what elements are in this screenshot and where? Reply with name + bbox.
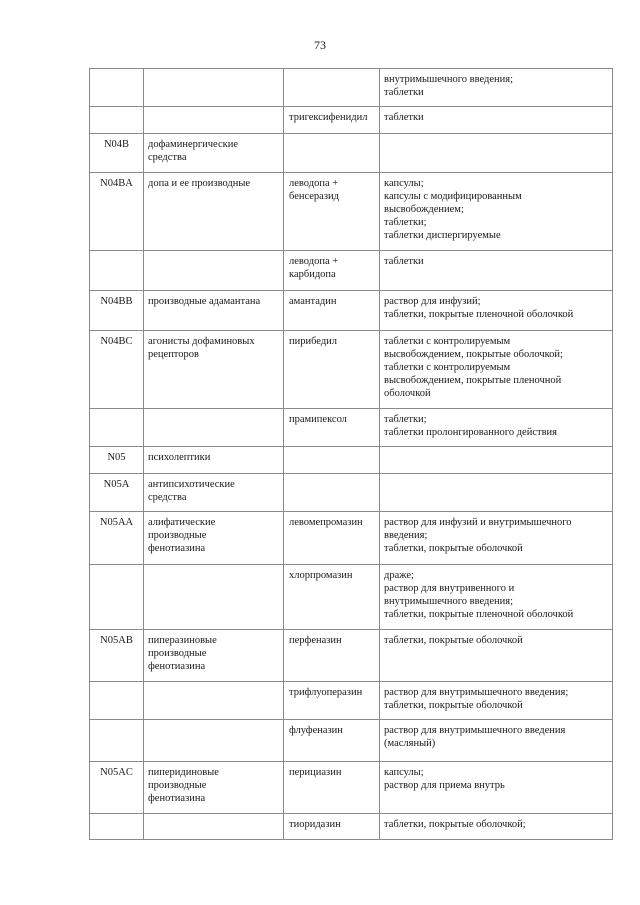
drug-name-cell xyxy=(284,69,380,107)
group-cell xyxy=(144,682,284,720)
atc-code-cell xyxy=(90,69,144,107)
group-cell: алифатические производные фенотиазина xyxy=(144,512,284,565)
drug-name-cell: амантадин xyxy=(284,291,380,331)
drug-name-cell xyxy=(284,447,380,474)
dosage-forms-cell: драже; раствор для внутривенного и внутримышечного введения; таблетки, покрытые пленочной оболочкой xyxy=(380,565,613,630)
atc-code-cell: N04BC xyxy=(90,331,144,409)
group-cell: производные адамантана xyxy=(144,291,284,331)
atc-code-cell: N05A xyxy=(90,474,144,512)
drug-name-cell: леводопа + карбидопа xyxy=(284,251,380,291)
drug-name-cell: хлорпромазин xyxy=(284,565,380,630)
drug-name-cell: пирибедил xyxy=(284,331,380,409)
group-cell xyxy=(144,107,284,134)
atc-code-cell xyxy=(90,814,144,840)
drug-name-cell xyxy=(284,134,380,173)
group-cell xyxy=(144,251,284,291)
group-cell: антипсихотические средства xyxy=(144,474,284,512)
group-cell: допа и ее производные xyxy=(144,173,284,251)
atc-code-cell: N04BB xyxy=(90,291,144,331)
table-row xyxy=(90,474,613,512)
group-cell: психолептики xyxy=(144,447,284,474)
group-cell: пиперидиновые производные фенотиазина xyxy=(144,762,284,814)
table-row xyxy=(90,173,613,251)
table-body xyxy=(90,69,613,840)
dosage-forms-cell: таблетки, покрытые оболочкой; xyxy=(380,814,613,840)
table-row xyxy=(90,69,613,107)
atc-code-cell: N05AA xyxy=(90,512,144,565)
dosage-forms-cell: капсулы; раствор для приема внутрь xyxy=(380,762,613,814)
table-row xyxy=(90,134,613,173)
table-row xyxy=(90,291,613,331)
drug-name-cell: перициазин xyxy=(284,762,380,814)
table-row xyxy=(90,512,613,565)
drug-name-cell xyxy=(284,474,380,512)
atc-code-cell: N04B xyxy=(90,134,144,173)
dosage-forms-cell: внутримышечного введения; таблетки xyxy=(380,69,613,107)
drug-name-cell: тиоридазин xyxy=(284,814,380,840)
dosage-forms-cell: раствор для внутримышечного введения; таблетки, покрытые оболочкой xyxy=(380,682,613,720)
drug-name-cell: леводопа + бенсеразид xyxy=(284,173,380,251)
group-cell xyxy=(144,720,284,762)
atc-code-cell xyxy=(90,251,144,291)
atc-drug-table xyxy=(89,68,613,840)
group-cell xyxy=(144,69,284,107)
atc-code-cell: N04BA xyxy=(90,173,144,251)
dosage-forms-cell xyxy=(380,474,613,512)
group-cell xyxy=(144,814,284,840)
table-row xyxy=(90,814,613,840)
dosage-forms-cell: таблетки с контролируемым высвобождением, покрытые оболочкой; таблетки с контролируемым высвобождением, покрытые пленочной оболочкой xyxy=(380,331,613,409)
table-row xyxy=(90,720,613,762)
table-row xyxy=(90,630,613,682)
dosage-forms-cell: таблетки; таблетки пролонгированного действия xyxy=(380,409,613,447)
table-row xyxy=(90,682,613,720)
dosage-forms-cell: таблетки, покрытые оболочкой xyxy=(380,630,613,682)
atc-code-cell: N05 xyxy=(90,447,144,474)
dosage-forms-cell xyxy=(380,134,613,173)
drug-name-cell: левомепромазин xyxy=(284,512,380,565)
atc-code-cell xyxy=(90,565,144,630)
drug-name-cell: трифлуоперазин xyxy=(284,682,380,720)
drug-name-cell: прамипексол xyxy=(284,409,380,447)
table-row xyxy=(90,331,613,409)
group-cell: агонисты дофаминовых рецепторов xyxy=(144,331,284,409)
atc-code-cell xyxy=(90,720,144,762)
table-row xyxy=(90,447,613,474)
table-row xyxy=(90,251,613,291)
group-cell xyxy=(144,565,284,630)
dosage-forms-cell: раствор для инфузий и внутримышечного введения; таблетки, покрытые оболочкой xyxy=(380,512,613,565)
dosage-forms-cell: капсулы; капсулы с модифицированным высвобождением; таблетки; таблетки диспергируемые xyxy=(380,173,613,251)
dosage-forms-cell: таблетки xyxy=(380,107,613,134)
group-cell: дофаминергические средства xyxy=(144,134,284,173)
atc-code-cell xyxy=(90,409,144,447)
drug-name-cell: тригексифенидил xyxy=(284,107,380,134)
drug-name-cell: флуфеназин xyxy=(284,720,380,762)
group-cell xyxy=(144,409,284,447)
table-row xyxy=(90,565,613,630)
table-row xyxy=(90,107,613,134)
dosage-forms-cell: раствор для инфузий; таблетки, покрытые пленочной оболочкой xyxy=(380,291,613,331)
dosage-forms-cell: таблетки xyxy=(380,251,613,291)
dosage-forms-cell: раствор для внутримышечного введения (масляный) xyxy=(380,720,613,762)
atc-code-cell: N05AC xyxy=(90,762,144,814)
atc-code-cell: N05AB xyxy=(90,630,144,682)
table-row xyxy=(90,409,613,447)
dosage-forms-cell xyxy=(380,447,613,474)
drug-name-cell: перфеназин xyxy=(284,630,380,682)
page-number: 73 xyxy=(314,38,326,52)
atc-code-cell xyxy=(90,107,144,134)
table-row xyxy=(90,762,613,814)
atc-code-cell xyxy=(90,682,144,720)
group-cell: пиперазиновые производные фенотиазина xyxy=(144,630,284,682)
